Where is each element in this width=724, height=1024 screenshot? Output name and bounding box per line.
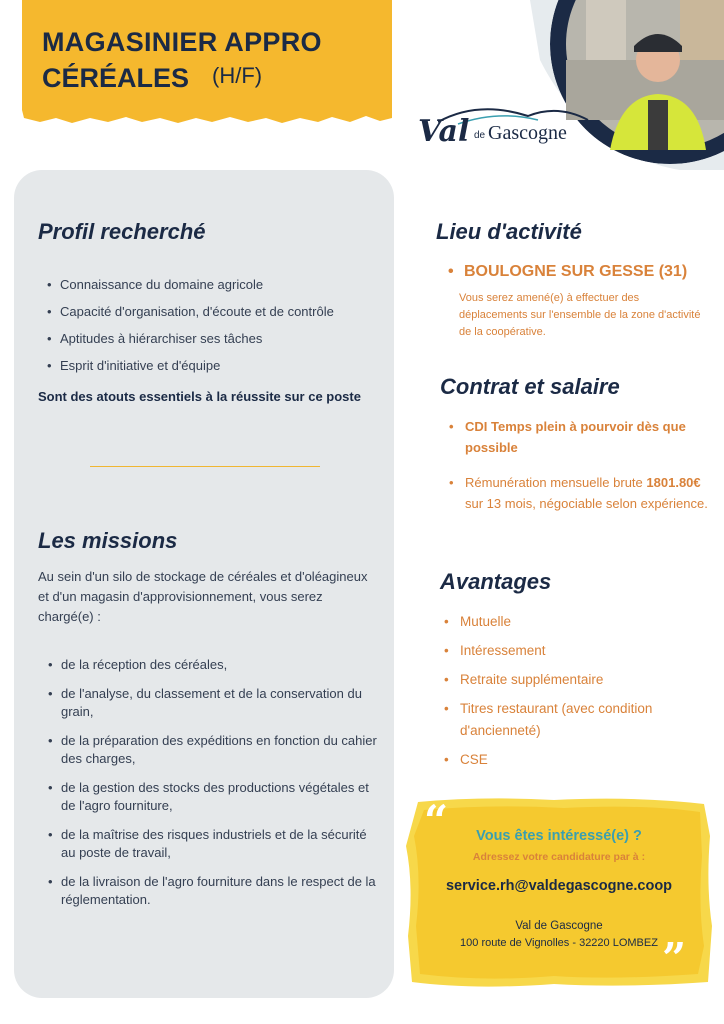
lieu-note: Vous serez amené(e) à effectuer des déplacements sur l'ensemble de la zone d'activité de la coopérative. bbox=[459, 292, 701, 338]
lieu-heading: Lieu d'activité bbox=[436, 219, 582, 244]
section-divider bbox=[90, 466, 320, 467]
lieu-place: • BOULOGNE SUR GESSE (31) bbox=[446, 262, 716, 282]
contact-question: Vous êtes intéressé(e) ? bbox=[476, 828, 642, 844]
open-quote-icon: “ bbox=[424, 796, 449, 845]
avantage-item: • CSE bbox=[442, 749, 704, 771]
contact-subtitle: Adressez votre candidature par à : bbox=[472, 851, 646, 863]
salary-suffix: sur 13 mois, négociable selon expérience. bbox=[465, 496, 708, 511]
logo-gascogne-text: Gascogne bbox=[488, 122, 567, 144]
profil-item: • Aptitudes à hiérarchiser ses tâches bbox=[47, 330, 387, 348]
contact-email-link[interactable]: service.rh@valdegascogne.coop bbox=[445, 878, 673, 894]
profil-conclusion: Sont des atouts essentiels à la réussite sur ce poste bbox=[38, 389, 361, 404]
mission-item: • de la réception des céréales, bbox=[48, 656, 378, 674]
avantage-item: • Intéressement bbox=[442, 640, 704, 662]
contact-address: 100 route de Vignolles - 32220 LOMBEZ bbox=[460, 937, 658, 949]
missions-intro: Au sein d'un silo de stockage de céréales et d'oléagineux et d'un magasin d'approvisionnement, vous serez chargé(e) : bbox=[38, 569, 368, 624]
mission-item: • de la préparation des expéditions en fonction du cahier des charges, bbox=[48, 732, 378, 768]
job-title-line2: CÉRÉALES bbox=[42, 63, 190, 93]
mission-item: • de l'analyse, du classement et de la conservation du grain, bbox=[48, 685, 378, 721]
salary-prefix: Rémunération mensuelle brute bbox=[465, 475, 643, 490]
contrat-heading: Contrat et salaire bbox=[440, 374, 620, 399]
contrat-salary bbox=[447, 472, 709, 514]
contact-box bbox=[404, 796, 714, 990]
mission-item: • de la maîtrise des risques industriels et de la sécurité au poste de travail, bbox=[48, 826, 378, 862]
avantage-item: • Titres restaurant (avec condition d'ancienneté) bbox=[442, 698, 704, 742]
avantage-item: • Mutuelle bbox=[442, 611, 704, 633]
job-title-line1: MAGASINIER APPRO bbox=[42, 27, 322, 57]
title-banner bbox=[0, 0, 392, 128]
avantages-heading: Avantages bbox=[440, 569, 552, 594]
missions-list bbox=[48, 656, 378, 920]
profil-item: • Connaissance du domaine agricole bbox=[47, 276, 387, 294]
avantage-item: • Retraite supplémentaire bbox=[442, 669, 704, 691]
avantages-list bbox=[442, 611, 704, 778]
salary-amount: 1801.80€ bbox=[646, 475, 701, 490]
contact-organisation: Val de Gascogne bbox=[515, 920, 603, 932]
mission-item: • de la gestion des stocks des productions végétales et de l'agro fourniture, bbox=[48, 779, 378, 815]
missions-heading: Les missions bbox=[38, 528, 178, 553]
profil-item: • Esprit d'initiative et d'équipe bbox=[47, 357, 387, 375]
profil-list bbox=[47, 276, 387, 384]
company-logo bbox=[418, 104, 584, 154]
logo-de-text: de bbox=[474, 130, 486, 141]
contrat-type: • CDI Temps plein à pourvoir dès que possible bbox=[447, 416, 709, 458]
logo-val-text: Val bbox=[418, 114, 470, 149]
job-title-gender: (H/F) bbox=[212, 63, 263, 88]
profil-item: • Capacité d'organisation, d'écoute et de contrôle bbox=[47, 303, 387, 321]
profil-heading: Profil recherché bbox=[38, 219, 206, 244]
close-quote-icon: ” bbox=[662, 934, 687, 983]
mission-item: • de la livraison de l'agro fourniture dans le respect de la réglementation. bbox=[48, 873, 378, 909]
contrat-list bbox=[447, 416, 709, 528]
lieu-list bbox=[446, 262, 716, 282]
